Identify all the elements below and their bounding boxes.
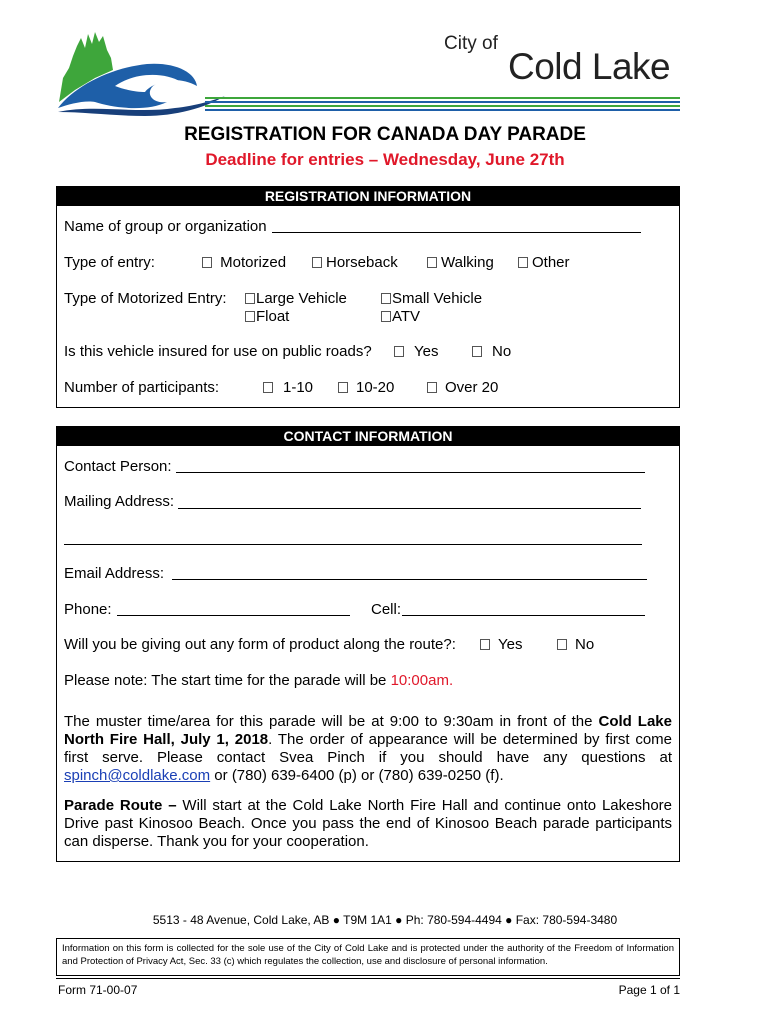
contact-person-input[interactable]: [176, 472, 645, 473]
phone-input[interactable]: [117, 615, 350, 616]
parade-route-heading: Parade Route –: [64, 797, 177, 814]
logo-city-of: City of: [444, 33, 498, 54]
logo-cold-lake: Cold Lake: [508, 46, 671, 87]
page-number: Page 1 of 1: [618, 983, 680, 997]
mailing-address-input-line-2[interactable]: [64, 544, 642, 545]
participants-over-20-option[interactable]: Over 20: [427, 379, 498, 396]
entry-type-label: Type of entry:: [64, 254, 155, 271]
entry-other-option[interactable]: Other: [518, 254, 570, 271]
footer-address: 5513 - 48 Avenue, Cold Lake, AB ● T9M 1A1 ● Ph: 780-594-4494 ● Fax: 780-594-3480: [152, 913, 618, 927]
form-number: Form 71-00-07: [58, 983, 138, 997]
entry-motorized-option[interactable]: Motorized: [202, 254, 286, 271]
checkbox-icon[interactable]: [394, 346, 404, 357]
participants-label: Number of participants:: [64, 379, 220, 396]
checkbox-icon[interactable]: [480, 639, 490, 650]
registration-header: REGISTRATION INFORMATION: [57, 187, 679, 206]
mailing-address-input[interactable]: [178, 508, 641, 509]
insured-label: Is this vehicle insured for use on public roads?: [64, 343, 372, 360]
form-title: REGISTRATION FOR CANADA DAY PARADE: [184, 124, 586, 145]
checkbox-icon[interactable]: [427, 382, 437, 393]
start-time-note: Please note: The start time for the parade will be 10:00am.: [64, 672, 454, 689]
group-input[interactable]: [272, 232, 641, 233]
muster-paragraph: The muster time/area for this parade will be at 9:00 to 9:30am in front of the Cold Lake North Fire Hall, July 1, 2018. The order of appearance will be determined by first come first serve. Please contact Svea Pinch if you should have any questions at spinch@coldlake.com or (780) 639-6400 (p) or (780) 639-0250 (f).: [64, 713, 673, 784]
checkbox-icon[interactable]: [518, 257, 528, 268]
participants-10-20-option[interactable]: 10-20: [338, 379, 394, 396]
product-label: Will you be giving out any form of product along the route?:: [64, 636, 456, 653]
motorized-type-label: Type of Motorized Entry:: [64, 290, 227, 307]
contact-header: CONTACT INFORMATION: [57, 427, 679, 446]
checkbox-icon[interactable]: [312, 257, 322, 268]
checkbox-icon[interactable]: [245, 311, 255, 322]
insured-no-option[interactable]: No: [472, 343, 511, 360]
checkbox-icon[interactable]: [263, 382, 273, 393]
checkbox-icon[interactable]: [472, 346, 482, 357]
email-input[interactable]: [172, 579, 647, 580]
motorized-large-vehicle-option[interactable]: Large Vehicle: [245, 290, 347, 307]
deadline-text: Deadline for entries – Wednesday, June 27th: [205, 150, 565, 169]
cell-input[interactable]: [402, 615, 645, 616]
contact-person-label: Contact Person:: [64, 458, 172, 475]
phone-label: Phone:: [64, 601, 112, 618]
cell-label: Cell:: [371, 601, 402, 618]
checkbox-icon[interactable]: [381, 293, 391, 304]
checkbox-icon[interactable]: [338, 382, 348, 393]
motorized-small-vehicle-option[interactable]: Small Vehicle: [381, 290, 482, 307]
entry-horseback-option[interactable]: Horseback: [312, 254, 398, 271]
muster-location: Cold Lake North Fire Hall, July 1, 2018: [64, 713, 672, 748]
privacy-notice: Information on this form is collected for the sole use of the City of Cold Lake and is protected under the authority of the Freedom of Information and Protection of Privacy Act, Sec. 33 (c) which regulates the collection, use and disclosure of personal information.: [56, 938, 680, 976]
checkbox-icon[interactable]: [245, 293, 255, 304]
checkbox-icon[interactable]: [427, 257, 437, 268]
product-no-option[interactable]: No: [557, 636, 594, 653]
checkbox-icon[interactable]: [202, 257, 212, 268]
product-yes-option[interactable]: Yes: [480, 636, 522, 653]
motorized-float-option[interactable]: Float: [245, 308, 289, 325]
contact-email-link[interactable]: spinch@coldlake.com: [64, 767, 211, 784]
entry-walking-option[interactable]: Walking: [427, 254, 494, 271]
start-time-value: 10:00am.: [390, 672, 454, 689]
participants-1-10-option[interactable]: 1-10: [263, 379, 313, 396]
email-label: Email Address:: [64, 565, 165, 582]
checkbox-icon[interactable]: [381, 311, 391, 322]
parade-route-paragraph: Parade Route – Will start at the Cold Lake North Fire Hall and continue onto Lakeshore Drive past Kinosoo Beach. Once you pass the end of Kinosoo Beach parade participants can disperse. Thank you for your cooperation.: [64, 797, 672, 850]
mailing-address-label: Mailing Address:: [64, 493, 175, 510]
checkbox-icon[interactable]: [557, 639, 567, 650]
group-label: Name of group or organization: [64, 218, 267, 235]
footer-divider: [56, 978, 680, 979]
insured-yes-option[interactable]: Yes: [394, 343, 438, 360]
motorized-atv-option[interactable]: ATV: [381, 308, 420, 325]
